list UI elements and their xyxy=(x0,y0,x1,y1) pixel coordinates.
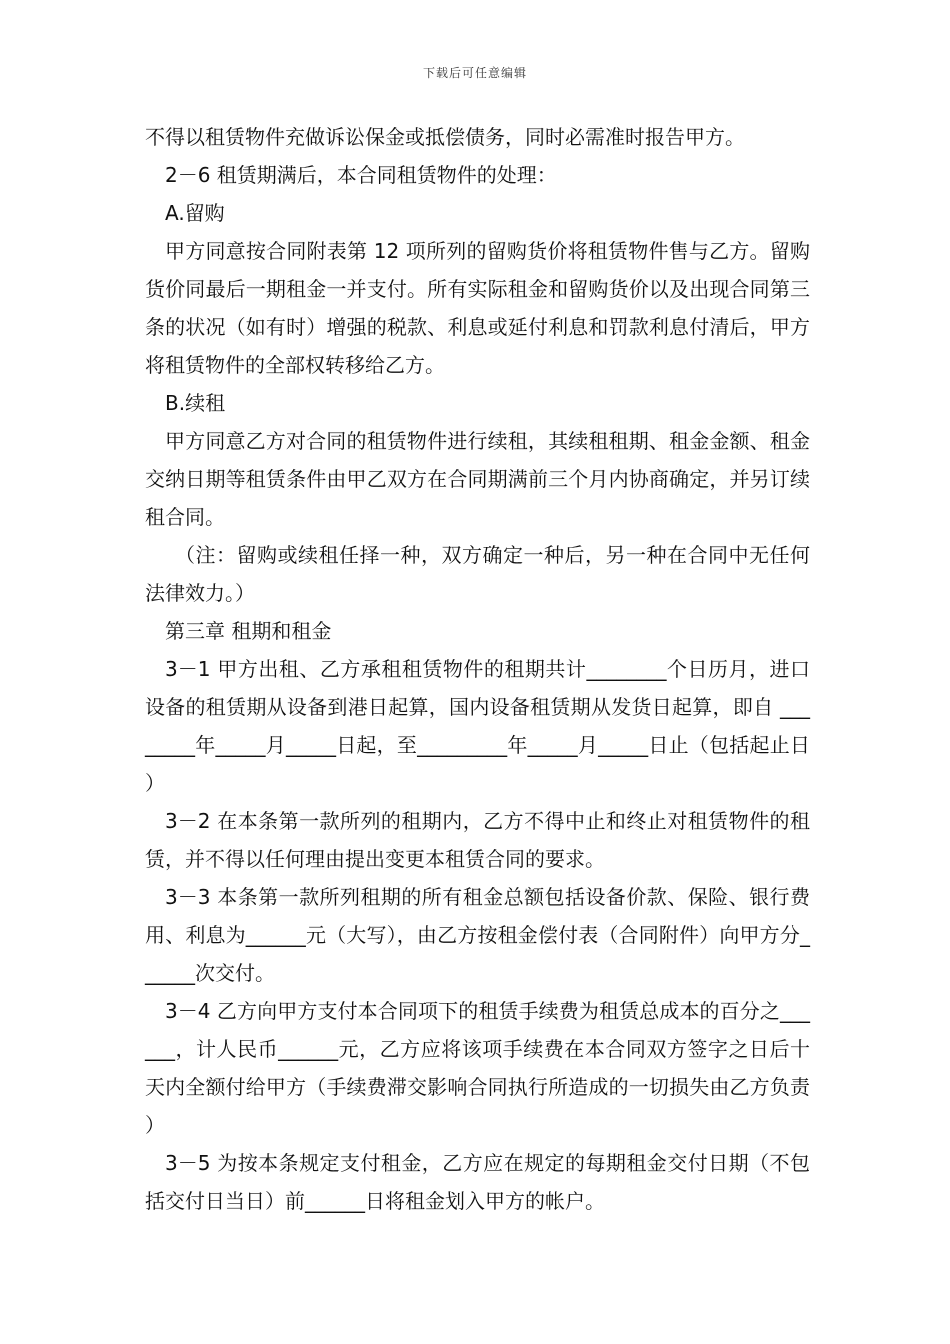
option-a-heading: A.留购 xyxy=(165,201,225,225)
option-b-body: 甲方同意乙方对合同的租赁物件进行续租，其续租租期、租金金额、租金交纳日期等租赁条件由甲乙双方在合同期满前三个月内协商确定，并另订续租合同。 xyxy=(145,429,810,529)
note-paragraph: （注：留购或续租任择一种，双方确定一种后，另一种在合同中无任何法律效力。） xyxy=(145,543,810,605)
document-body xyxy=(145,118,810,1220)
chapter-heading: 第三章 租期和租金 xyxy=(165,619,332,643)
clause-3-5: 3－5 为按本条规定支付租金，乙方应在规定的每期租金交付日期（不包括交付日当日）前______日将租金划入甲方的帐户。 xyxy=(145,1151,810,1213)
option-b-heading: B.续租 xyxy=(165,391,226,415)
option-a-body: 甲方同意按合同附表第 12 项所列的留购货价将租赁物件售与乙方。留购货价同最后一期租金一并支付。所有实际租金和留购货价以及出现合同第三条的状况（如有时）增强的税款、利息或延付利息和罚款利息付清后，甲方将租赁物件的全部权转移给乙方。 xyxy=(145,239,810,377)
clause-3-4: 3－4 乙方向甲方支付本合同项下的租赁手续费为租赁总成本的百分之______，计人民币______元，乙方应将该项手续费在本合同双方签字之日后十天内全额付给甲方（手续费滞交影响合同执行所造成的一切损失由乙方负责） xyxy=(145,999,810,1137)
page-header: 下载后可任意编辑 xyxy=(422,66,527,80)
paragraph-continuation: 不得以租赁物件充做诉讼保金或抵偿债务，同时必需准时报告甲方。 xyxy=(145,125,745,149)
clause-3-3: 3－3 本条第一款所列租期的所有租金总额包括设备价款、保险、银行费用、利息为______元（大写），由乙方按租金偿付表（合同附件）向甲方分______次交付。 xyxy=(145,885,810,985)
clause-2-6: 2－6 租赁期满后，本合同租赁物件的处理： xyxy=(165,163,557,187)
clause-3-1: 3－1 甲方出租、乙方承租租赁物件的租期共计________个日历月，进口设备的租赁期从设备到港日起算，国内设备租赁期从发货日起算，即自 ________年_____月_____日起，至_________年_____月_____日止（包括起止日） xyxy=(145,657,810,795)
clause-3-2: 3－2 在本条第一款所列的租期内，乙方不得中止和终止对租赁物件的租赁，并不得以任何理由提出变更本租赁合同的要求。 xyxy=(145,809,810,871)
